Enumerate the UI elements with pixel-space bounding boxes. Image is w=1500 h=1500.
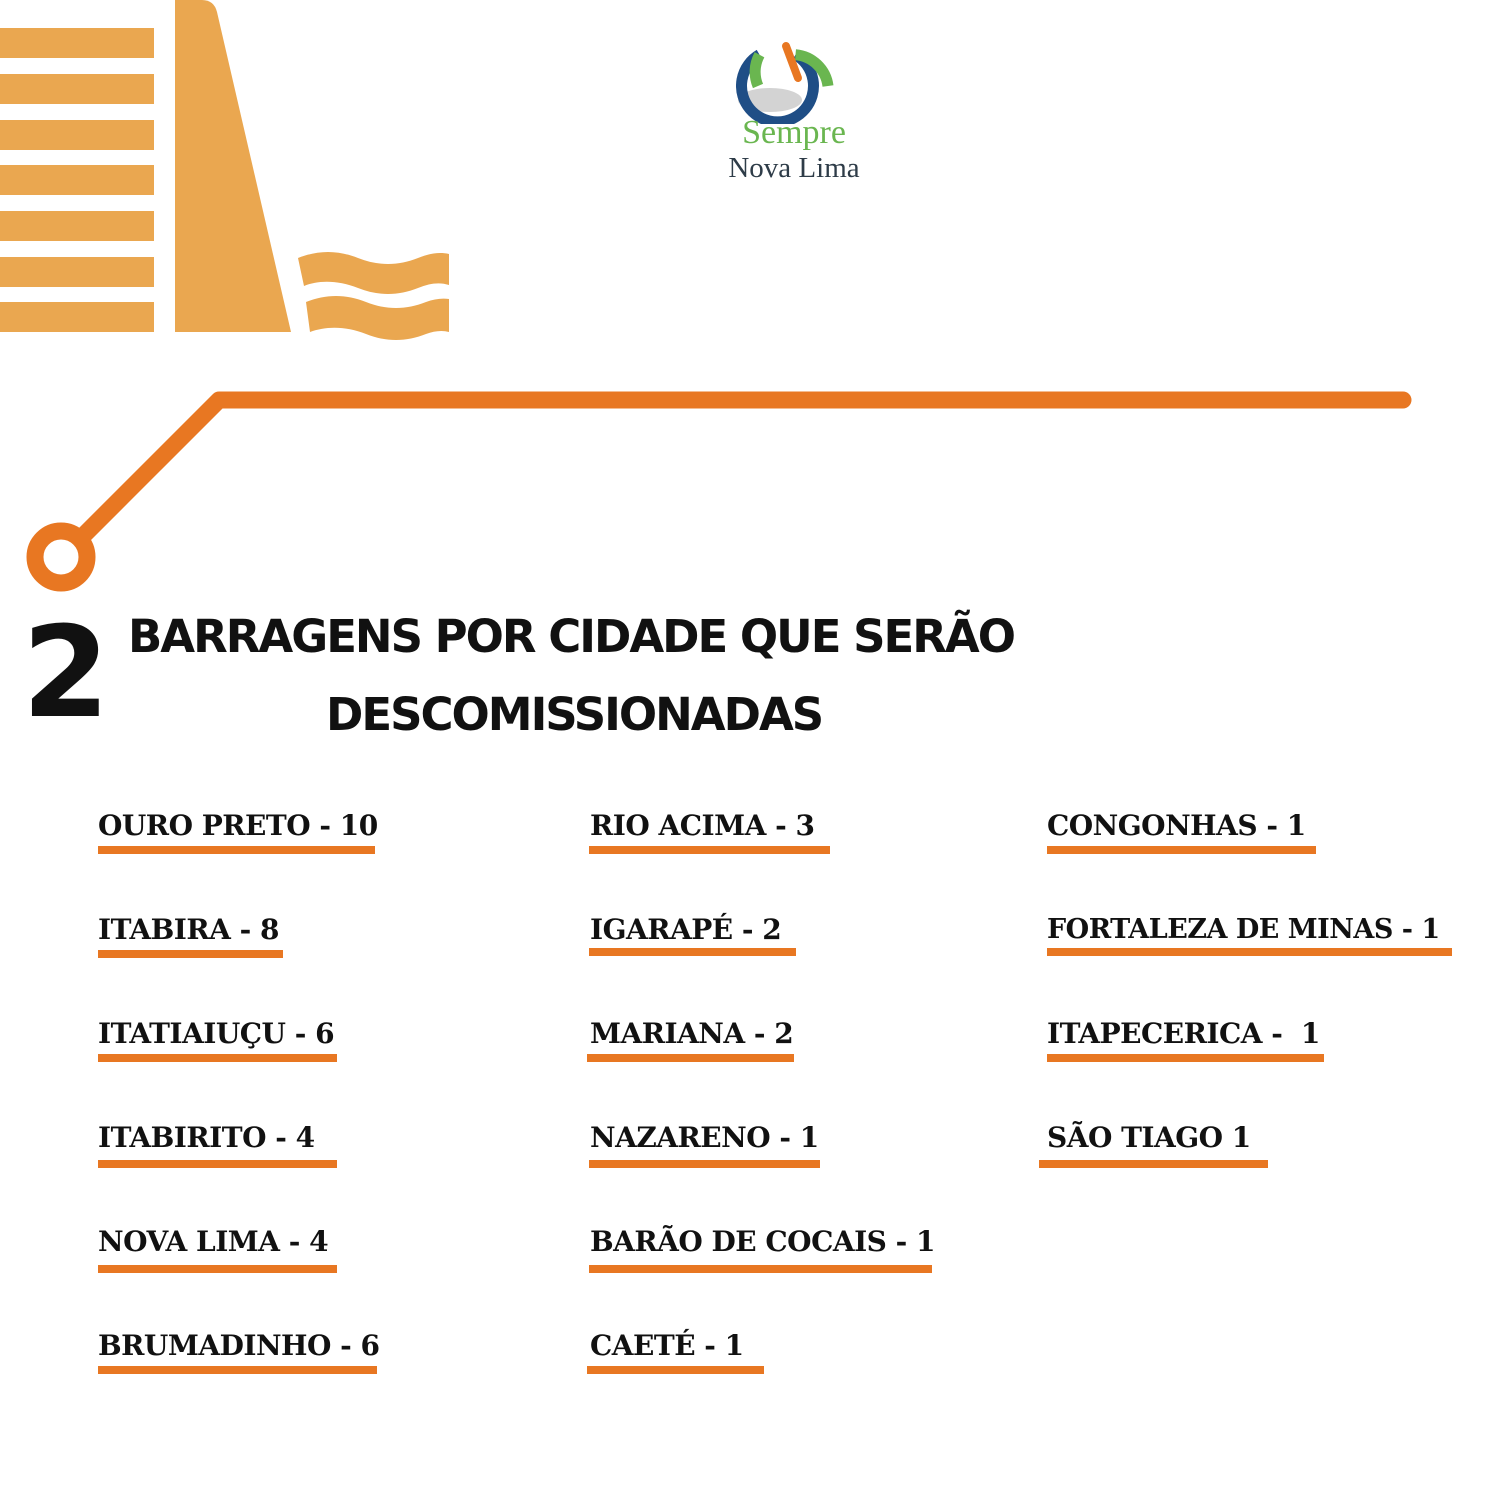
city-separator — [1223, 1121, 1232, 1154]
city-count: 4 — [309, 1225, 329, 1258]
city-underline — [589, 1265, 932, 1273]
city-count: 8 — [260, 913, 279, 946]
page-title-line-2: DESCOMISSIONADAS — [326, 688, 823, 741]
city-name: ITAPECERICA — [1047, 1017, 1263, 1050]
city-underline — [98, 1160, 337, 1168]
city-count: 1 — [724, 1329, 744, 1362]
city-name: ITABIRITO — [98, 1121, 266, 1154]
city-separator: - — [279, 1225, 310, 1258]
city-count: 2 — [774, 1017, 794, 1050]
city-underline — [98, 1265, 337, 1273]
city-underline — [1047, 846, 1316, 854]
city-underline — [98, 1054, 337, 1062]
city-name: ITABIRA — [98, 913, 231, 946]
city-underline — [589, 948, 796, 956]
city-separator: - — [1392, 914, 1422, 945]
city-item — [98, 809, 378, 842]
power-logo-icon — [736, 40, 840, 124]
city-name: BRUMADINHO — [98, 1329, 331, 1362]
city-name: IGARAPÉ — [590, 913, 733, 946]
city-count: 6 — [360, 1329, 380, 1362]
city-separator: - — [1257, 809, 1287, 842]
city-count: 1 — [799, 1121, 819, 1154]
city-count: 6 — [315, 1017, 335, 1050]
city-name: FORTALEZA DE MINAS — [1047, 914, 1393, 945]
city-item — [590, 1017, 794, 1050]
city-name: OURO PRETO — [98, 809, 311, 842]
city-name: RIO ACIMA — [590, 809, 766, 842]
city-item — [1047, 809, 1306, 842]
city-name: BARÃO DE COCAIS — [590, 1225, 887, 1258]
city-name: CONGONHAS — [1047, 809, 1258, 842]
city-name: NAZARENO — [590, 1121, 771, 1154]
connector-line — [0, 380, 1500, 610]
city-underline — [589, 1160, 820, 1168]
city-separator: - — [1262, 1017, 1301, 1050]
city-underline — [1047, 1054, 1324, 1062]
city-separator: - — [230, 913, 261, 946]
city-item — [590, 1225, 936, 1258]
dam-icon — [0, 0, 460, 340]
city-separator: - — [285, 1017, 316, 1050]
city-underline — [98, 846, 375, 854]
city-separator: - — [765, 809, 796, 842]
city-name: ITATIAIUÇU — [98, 1017, 286, 1050]
city-underline — [98, 1366, 377, 1374]
city-item — [1047, 1121, 1251, 1154]
city-item — [590, 1121, 819, 1154]
city-item — [1047, 916, 1440, 943]
city-name: MARIANA — [590, 1017, 745, 1050]
city-separator: - — [310, 809, 340, 842]
city-count: 3 — [795, 809, 815, 842]
city-underline — [589, 846, 830, 854]
city-count: 2 — [762, 913, 782, 946]
city-item — [98, 1225, 329, 1258]
city-separator: - — [886, 1225, 917, 1258]
city-underline — [1047, 948, 1452, 956]
city-item — [1047, 1017, 1320, 1050]
city-underline — [98, 950, 283, 958]
city-count: 4 — [295, 1121, 315, 1154]
city-count: 1 — [1300, 1017, 1320, 1050]
city-count: 1 — [1231, 1121, 1251, 1154]
city-count: 1 — [1286, 809, 1306, 842]
city-item — [98, 913, 279, 946]
logo-text-nova-lima: Nova Lima — [728, 152, 860, 184]
city-separator: - — [265, 1121, 296, 1154]
page-title-line-1: BARRAGENS POR CIDADE QUE SERÃO — [128, 610, 1015, 663]
city-name: CAETÉ — [590, 1329, 696, 1362]
city-separator: - — [330, 1329, 361, 1362]
city-item — [590, 809, 815, 842]
city-count: 1 — [1421, 914, 1440, 945]
city-item — [590, 913, 782, 946]
city-separator: - — [770, 1121, 800, 1154]
city-count: 10 — [339, 809, 378, 842]
city-name: SÃO TIAGO — [1047, 1121, 1223, 1154]
city-item — [98, 1121, 315, 1154]
water-waves-icon — [298, 252, 449, 340]
city-separator: - — [732, 913, 763, 946]
city-underline — [587, 1054, 794, 1062]
logo-text-sempre: Sempre — [742, 114, 846, 151]
city-item — [590, 1329, 744, 1362]
city-underline — [1039, 1160, 1268, 1168]
city-name: NOVA LIMA — [98, 1225, 280, 1258]
city-separator: - — [744, 1017, 775, 1050]
city-underline — [587, 1366, 764, 1374]
city-separator: - — [695, 1329, 725, 1362]
city-count: 1 — [916, 1225, 936, 1258]
section-number: 2 — [22, 599, 110, 746]
city-item — [98, 1017, 335, 1050]
city-item — [98, 1329, 380, 1362]
